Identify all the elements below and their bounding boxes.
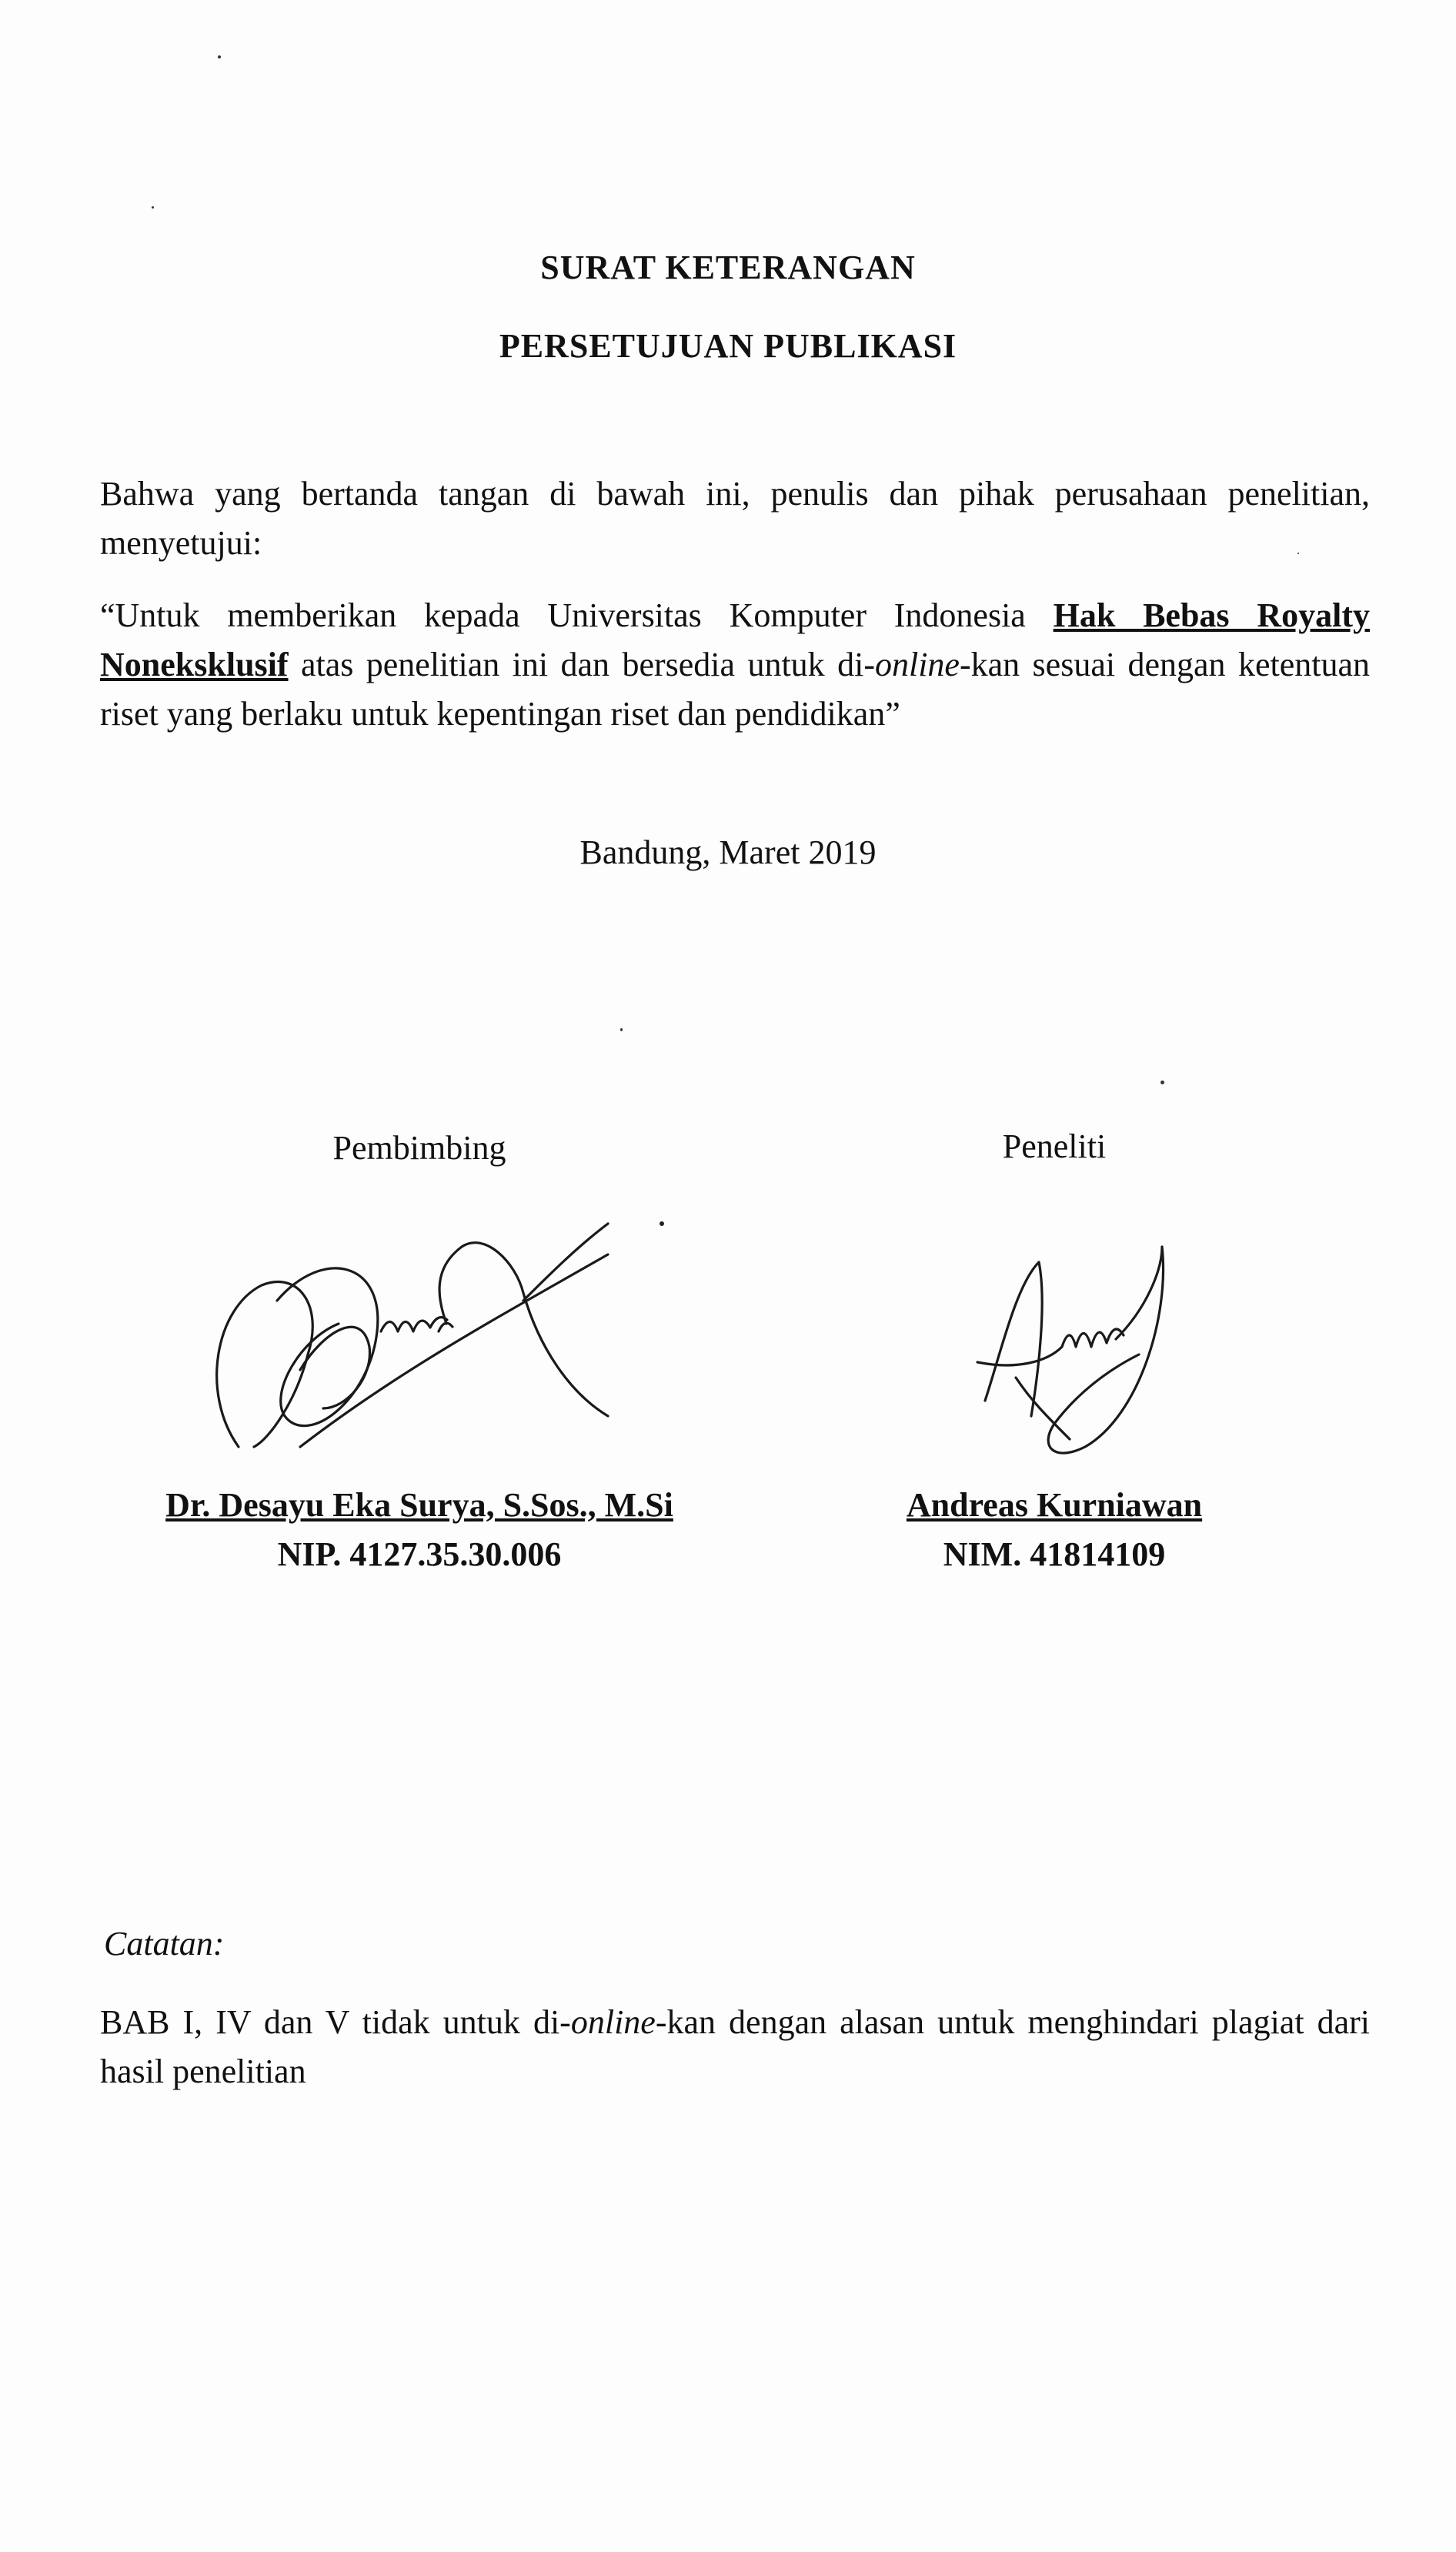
document-subtitle: PERSETUJUAN PUBLIKASI xyxy=(499,327,957,365)
quote-text-3: -kan sesuai dengan ketentuan riset yang berlaku untuk kepentingan riset dan pendidikan” xyxy=(100,646,1371,733)
researcher-signature xyxy=(970,1239,1185,1470)
note-text-2: -kan dengan alasan untuk menghindari plagiat dari hasil penelitian xyxy=(100,2003,1370,2090)
researcher-nim: NIM. 41814109 xyxy=(943,1535,1166,1573)
note-italic-text: online xyxy=(570,2003,656,2041)
scan-speck xyxy=(152,206,154,209)
supervisor-nip: NIP. 4127.35.30.006 xyxy=(277,1535,562,1573)
intro-paragraph: Bahwa yang bertanda tangan di bawah ini, penulis dan pihak perusahaan penelitian, menyetujui: xyxy=(100,475,1370,562)
supervisor-role: Pembimbing xyxy=(332,1129,506,1167)
document-title: SURAT KETERANGAN xyxy=(540,249,916,286)
quote-italic-text: online xyxy=(874,646,960,683)
scan-speck xyxy=(218,55,221,58)
researcher-name: Andreas Kurniawan xyxy=(906,1486,1203,1524)
note-text-1: BAB I, IV dan V tidak untuk di- xyxy=(100,2003,571,2041)
place-date: Bandung, Maret 2019 xyxy=(579,833,877,871)
supervisor-name: Dr. Desayu Eka Surya, S.Sos., M.Si xyxy=(165,1486,673,1524)
scan-speck xyxy=(620,1028,623,1031)
scan-speck xyxy=(1297,553,1299,554)
supervisor-signature xyxy=(208,1216,670,1462)
quote-text-2: atas penelitian ini dan bersedia untuk di- xyxy=(288,646,875,683)
quote-paragraph xyxy=(100,591,1370,739)
note-label: Catatan: xyxy=(104,1925,225,1962)
researcher-role: Peneliti xyxy=(1002,1127,1107,1165)
quote-bold-text: Hak Bebas Royalty Noneksklusif xyxy=(100,596,1370,683)
quote-text-1: “Untuk memberikan kepada Universitas Komputer Indonesia xyxy=(100,596,1054,634)
note-paragraph xyxy=(100,1998,1370,2096)
scan-speck xyxy=(1160,1081,1164,1084)
